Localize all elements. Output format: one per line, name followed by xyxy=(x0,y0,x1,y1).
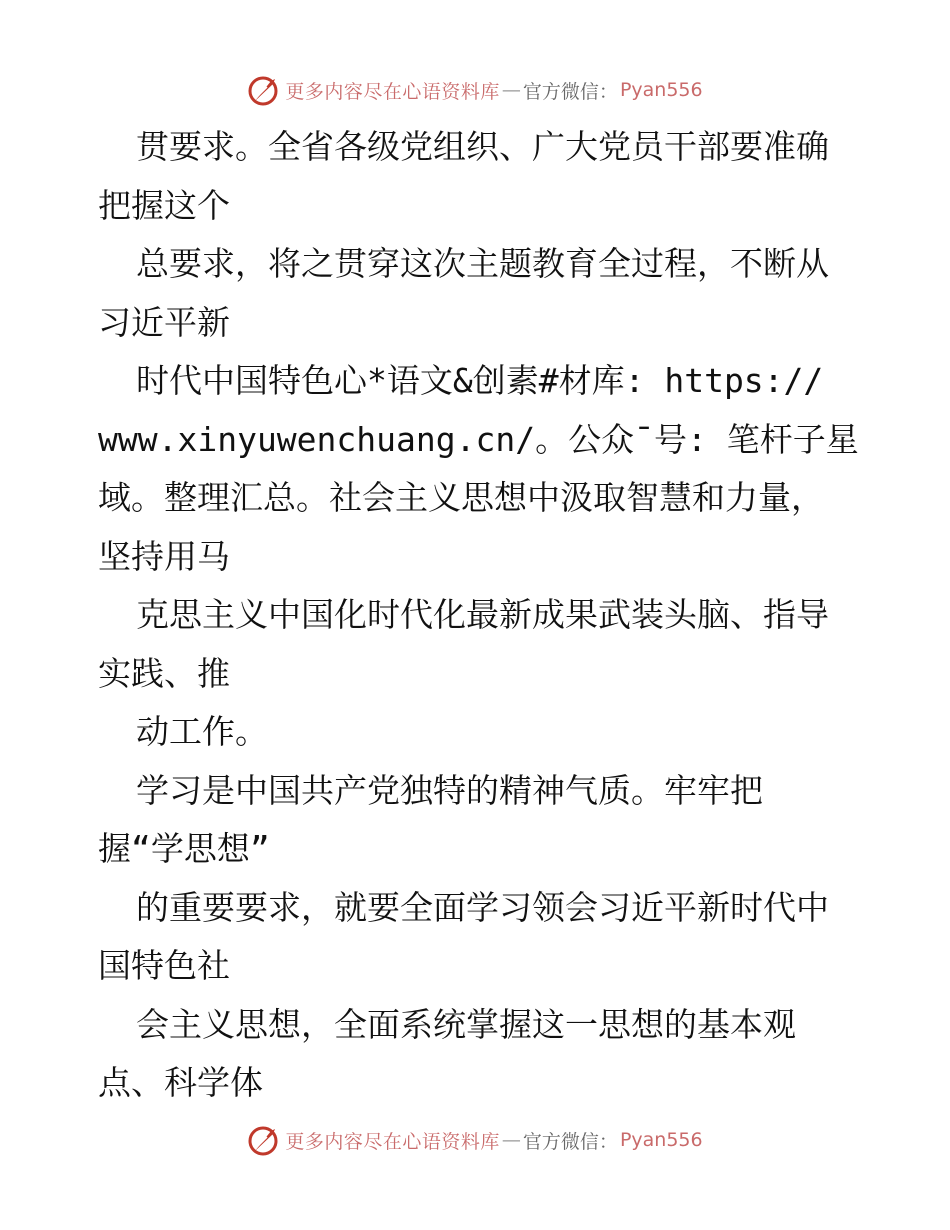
text-line: 把握这个 xyxy=(98,185,230,225)
quill-logo-icon xyxy=(247,73,281,107)
text-line: 贯要求。全省各级党组织、广大党员干部要准确 xyxy=(136,127,829,166)
body-text xyxy=(98,118,878,1113)
text-line: 时代中国特色心*语文&创素#材库: https:// xyxy=(136,361,824,400)
text-line: 的重要要求，就要全面学习领会习近平新时代中 xyxy=(136,887,829,927)
banner-site-text: 更多内容尽在心语资料库 xyxy=(285,80,500,103)
text-line: 动工作。 xyxy=(136,712,268,751)
header-banner xyxy=(0,70,950,110)
text-line: 国特色社 xyxy=(98,946,230,985)
text-line: 握“学思想” xyxy=(98,829,270,868)
banner-wechat-id: Pyan556 xyxy=(619,79,703,101)
quill-logo-icon xyxy=(247,1123,281,1157)
banner-separator: — xyxy=(501,1129,521,1151)
text-line: 克思主义中国化时代化最新成果武装头脑、指导 xyxy=(136,595,829,634)
banner-separator: — xyxy=(501,79,521,101)
text-line: www.xinyuwenchuang.cn/。公众¯号: 笔杆子星 xyxy=(98,419,859,459)
banner-wechat-label: 官方微信： xyxy=(522,1130,618,1153)
footer-banner xyxy=(0,1120,950,1160)
banner-site-text: 更多内容尽在心语资料库 xyxy=(285,1130,500,1153)
text-line: 总要求，将之贯穿这次主题教育全过程，不断从 xyxy=(136,244,829,283)
text-line: 学习是中国共产党独特的精神气质。牢牢把 xyxy=(136,770,763,810)
text-line: 坚持用马 xyxy=(98,536,230,576)
text-line: 会主义思想，全面系统掌握这一思想的基本观 xyxy=(136,1004,796,1044)
text-line: 域。整理汇总。社会主义思想中汲取智慧和力量， xyxy=(98,478,824,517)
text-line: 点、科学体 xyxy=(98,1063,263,1102)
banner-wechat-label: 官方微信： xyxy=(522,80,618,103)
text-line: 实践、推 xyxy=(98,653,230,693)
banner-wechat-id: Pyan556 xyxy=(619,1129,703,1151)
text-line: 习近平新 xyxy=(98,302,230,342)
